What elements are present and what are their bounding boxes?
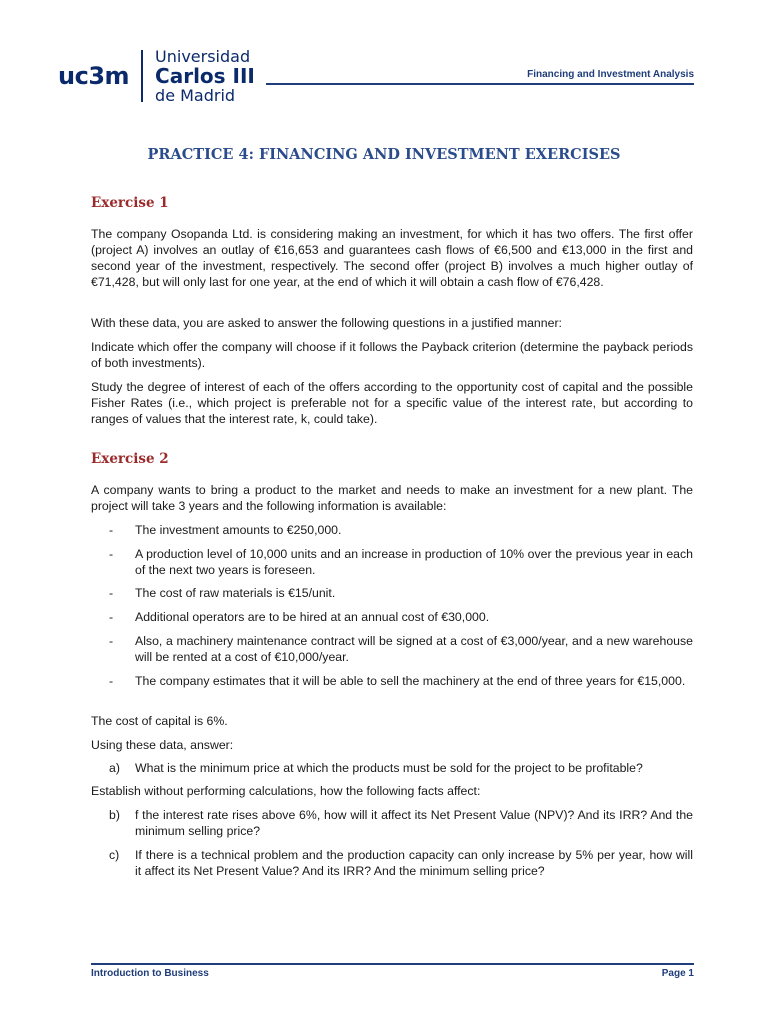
page-title: PRACTICE 4: FINANCING AND INVESTMENT EXERCISES: [147, 146, 621, 163]
logo-line-1: Universidad: [155, 46, 251, 66]
list-item-text: Additional operators are to be hired at an annual cost of €30,000.: [135, 610, 490, 624]
page-number: Page 1: [661, 968, 694, 979]
question-text: f the interest rate rises above 6%, how will it affect its Net Present Value (NPV)? And its IRR? And the minimum selling price?: [135, 808, 693, 838]
bullet-marker: -: [109, 610, 114, 624]
list-item-text: A production level of 10,000 units and an increase in production of 10% over the previous year in each of the next two years is foreseen.: [135, 547, 693, 577]
header-divider: [266, 83, 694, 85]
bullet-marker: -: [109, 547, 114, 561]
exercise-2-intro: A company wants to bring a product to the market and needs to make an investment for a new plant. The project will take 3 years and the following information is available:: [91, 483, 693, 513]
question-text: If there is a technical problem and the production capacity can only increase by 5% per year, how will it affect its Net Present Value? And its IRR? And the minimum selling price?: [135, 848, 693, 878]
bullet-marker: -: [109, 674, 114, 688]
footer-divider: [91, 963, 694, 965]
exercise-1-heading: Exercise 1: [91, 195, 169, 211]
exercise-1-paragraph-1: The company Osopanda Ltd. is considering making an investment, for which it has two offers. The first offer (project A) involves an outlay of €16,653 and guarantees cash flows of €6,500 and €13,000 in the first and second year of the investment, respectively. The second offer (project B) involves a much higher outlay of €71,428, but will only last for one year, at the end of which it will obtain a cash flow of €76,428.: [91, 227, 693, 289]
university-logo: [58, 47, 255, 105]
exercise-2-heading: Exercise 2: [91, 451, 169, 467]
bullet-marker: -: [109, 523, 114, 537]
question-text: What is the minimum price at which the products must be sold for the project to be profitable?: [135, 761, 643, 775]
exercise-1-paragraph-3: Indicate which offer the company will choose if it follows the Payback criterion (determine the payback periods of both investments).: [91, 340, 693, 370]
question-marker: b): [109, 808, 120, 822]
exercise-1-paragraph-2: With these data, you are asked to answer the following questions in a justified manner:: [91, 316, 562, 330]
list-item-text: The company estimates that it will be able to sell the machinery at the end of three years for €15,000.: [135, 674, 686, 688]
header-course-title: Financing and Investment Analysis: [527, 69, 694, 80]
cost-of-capital: The cost of capital is 6%.: [91, 714, 228, 728]
list-item-text: The cost of raw materials is €15/unit.: [135, 586, 336, 600]
question-marker: c): [109, 848, 120, 862]
logo-mark: uc3m: [58, 62, 130, 90]
question-marker: a): [109, 761, 120, 775]
footer-course-name: Introduction to Business: [91, 968, 209, 979]
exercise-1-paragraph-4: Study the degree of interest of each of the offers according to the opportunity cost of capital and the possible Fisher Rates (i.e., which project is preferable not for a specific value of the interest rate, but according to ranges of values that the interest rate, k, could take).: [91, 380, 693, 426]
logo-line-2: Carlos III: [155, 63, 255, 88]
logo-line-3: de Madrid: [155, 85, 236, 105]
logo-divider: [141, 50, 143, 102]
using-data-instruction: Using these data, answer:: [91, 738, 234, 752]
list-item-text: The investment amounts to €250,000.: [135, 523, 342, 537]
logo-wordmark: [155, 48, 255, 105]
bullet-marker: -: [109, 586, 114, 600]
bullet-marker: -: [109, 634, 114, 648]
establish-instruction: Establish without performing calculations, how the following facts affect:: [91, 784, 481, 798]
list-item-text: Also, a machinery maintenance contract will be signed at a cost of €3,000/year, and a new warehouse will be rented at a cost of €10,000/year.: [135, 634, 693, 664]
